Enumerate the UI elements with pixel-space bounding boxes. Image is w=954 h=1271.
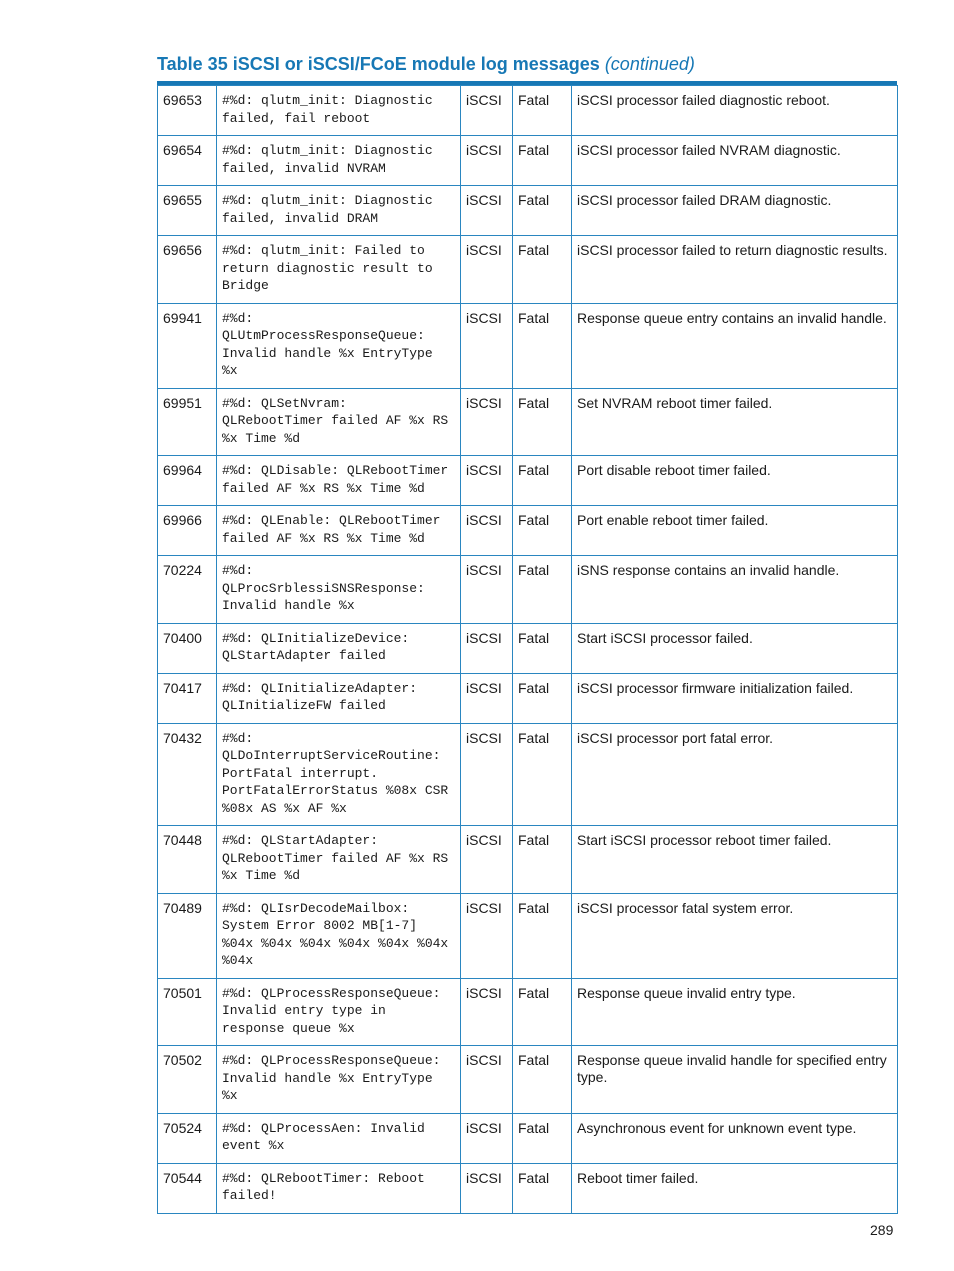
cell-message-type: Fatal: [513, 623, 572, 673]
cell-module: iSCSI: [461, 673, 513, 723]
cell-message-id: 70501: [158, 978, 217, 1046]
cell-message-type: Fatal: [513, 1113, 572, 1163]
cell-log-message: #%d: QLEnable: QLRebootTimer failed AF %x RS %x Time %d: [217, 506, 461, 556]
table-row: [158, 186, 898, 236]
cell-message-id: 69966: [158, 506, 217, 556]
cell-description: Asynchronous event for unknown event type.: [572, 1113, 898, 1163]
cell-message-type: Fatal: [513, 506, 572, 556]
table-row: [158, 623, 898, 673]
cell-log-message: #%d: QLRebootTimer: Reboot failed!: [217, 1163, 461, 1213]
cell-description: Start iSCSI processor failed.: [572, 623, 898, 673]
cell-message-id: 69941: [158, 303, 217, 388]
table-row: [158, 1046, 898, 1114]
cell-message-type: Fatal: [513, 136, 572, 186]
cell-log-message: #%d: qlutm_init: Diagnostic failed, invalid NVRAM: [217, 136, 461, 186]
cell-description: iSCSI processor failed NVRAM diagnostic.: [572, 136, 898, 186]
cell-module: iSCSI: [461, 186, 513, 236]
cell-description: iSNS response contains an invalid handle.: [572, 556, 898, 624]
cell-message-type: Fatal: [513, 978, 572, 1046]
cell-module: iSCSI: [461, 826, 513, 894]
cell-module: iSCSI: [461, 506, 513, 556]
cell-log-message: #%d: QLProcessResponseQueue: Invalid handle %x EntryType %x: [217, 1046, 461, 1114]
cell-log-message: #%d: QLProcessResponseQueue: Invalid entry type in response queue %x: [217, 978, 461, 1046]
cell-message-type: Fatal: [513, 723, 572, 826]
cell-message-type: Fatal: [513, 1163, 572, 1213]
cell-message-type: Fatal: [513, 388, 572, 456]
page-number: 289: [870, 1222, 894, 1238]
cell-description: iSCSI processor failed DRAM diagnostic.: [572, 186, 898, 236]
table-row: [158, 86, 898, 136]
table-row: [158, 893, 898, 978]
cell-description: iSCSI processor fatal system error.: [572, 893, 898, 978]
cell-message-type: Fatal: [513, 186, 572, 236]
table-row: [158, 303, 898, 388]
cell-description: Start iSCSI processor reboot timer failed.: [572, 826, 898, 894]
cell-module: iSCSI: [461, 1046, 513, 1114]
cell-log-message: #%d: QLInitializeAdapter: QLInitializeFW failed: [217, 673, 461, 723]
cell-log-message: #%d: QLUtmProcessResponseQueue: Invalid handle %x EntryType %x: [217, 303, 461, 388]
cell-log-message: #%d: QLDoInterruptServiceRoutine: PortFatal interrupt. PortFatalErrorStatus %08x CSR %08x AS %x AF %x: [217, 723, 461, 826]
cell-message-type: Fatal: [513, 303, 572, 388]
cell-message-id: 70544: [158, 1163, 217, 1213]
cell-description: Port disable reboot timer failed.: [572, 456, 898, 506]
cell-description: Response queue invalid entry type.: [572, 978, 898, 1046]
cell-module: iSCSI: [461, 723, 513, 826]
cell-module: iSCSI: [461, 1113, 513, 1163]
cell-log-message: #%d: QLProcSrblessiSNSResponse: Invalid handle %x: [217, 556, 461, 624]
cell-log-message: #%d: QLIsrDecodeMailbox: System Error 8002 MB[1-7] %04x %04x %04x %04x %04x %04x %04x: [217, 893, 461, 978]
table-row: [158, 236, 898, 304]
log-messages-table: [157, 85, 898, 1214]
cell-message-id: 70417: [158, 673, 217, 723]
cell-log-message: #%d: QLSetNvram: QLRebootTimer failed AF %x RS %x Time %d: [217, 388, 461, 456]
cell-description: iSCSI processor firmware initialization failed.: [572, 673, 898, 723]
table-row: [158, 826, 898, 894]
table-continued-label: (continued): [604, 54, 695, 74]
table-row: [158, 978, 898, 1046]
cell-message-type: Fatal: [513, 556, 572, 624]
table-row: [158, 556, 898, 624]
cell-log-message: #%d: QLStartAdapter: QLRebootTimer failed AF %x RS %x Time %d: [217, 826, 461, 894]
cell-log-message: #%d: qlutm_init: Diagnostic failed, invalid DRAM: [217, 186, 461, 236]
cell-message-type: Fatal: [513, 456, 572, 506]
cell-message-id: 69654: [158, 136, 217, 186]
cell-description: Port enable reboot timer failed.: [572, 506, 898, 556]
cell-message-type: Fatal: [513, 826, 572, 894]
cell-module: iSCSI: [461, 236, 513, 304]
table-row: [158, 136, 898, 186]
table-row: [158, 388, 898, 456]
cell-message-type: Fatal: [513, 893, 572, 978]
cell-message-type: Fatal: [513, 236, 572, 304]
cell-log-message: #%d: QLInitializeDevice: QLStartAdapter failed: [217, 623, 461, 673]
cell-description: iSCSI processor port fatal error.: [572, 723, 898, 826]
cell-message-id: 70400: [158, 623, 217, 673]
table-row: [158, 506, 898, 556]
cell-message-id: 70489: [158, 893, 217, 978]
cell-message-id: 70224: [158, 556, 217, 624]
cell-module: iSCSI: [461, 623, 513, 673]
cell-description: iSCSI processor failed diagnostic reboot.: [572, 86, 898, 136]
cell-message-type: Fatal: [513, 1046, 572, 1114]
cell-module: iSCSI: [461, 978, 513, 1046]
cell-message-id: 70448: [158, 826, 217, 894]
cell-description: Set NVRAM reboot timer failed.: [572, 388, 898, 456]
cell-module: iSCSI: [461, 893, 513, 978]
cell-module: iSCSI: [461, 1163, 513, 1213]
cell-log-message: #%d: QLDisable: QLRebootTimer failed AF %x RS %x Time %d: [217, 456, 461, 506]
table-row: [158, 673, 898, 723]
cell-description: Reboot timer failed.: [572, 1163, 898, 1213]
cell-message-id: 69655: [158, 186, 217, 236]
cell-message-id: 69656: [158, 236, 217, 304]
cell-log-message: #%d: qlutm_init: Diagnostic failed, fail reboot: [217, 86, 461, 136]
cell-module: iSCSI: [461, 86, 513, 136]
cell-message-type: Fatal: [513, 673, 572, 723]
table-body: [158, 86, 898, 1214]
cell-module: iSCSI: [461, 136, 513, 186]
cell-log-message: #%d: qlutm_init: Failed to return diagnostic result to Bridge: [217, 236, 461, 304]
cell-description: Response queue entry contains an invalid handle.: [572, 303, 898, 388]
cell-module: iSCSI: [461, 388, 513, 456]
table-row: [158, 1163, 898, 1213]
cell-module: iSCSI: [461, 303, 513, 388]
cell-message-id: 69951: [158, 388, 217, 456]
table-title: [157, 54, 695, 75]
table-row: [158, 456, 898, 506]
cell-log-message: #%d: QLProcessAen: Invalid event %x: [217, 1113, 461, 1163]
table-row: [158, 723, 898, 826]
cell-message-id: 70432: [158, 723, 217, 826]
cell-description: iSCSI processor failed to return diagnostic results.: [572, 236, 898, 304]
cell-message-id: 70524: [158, 1113, 217, 1163]
cell-message-type: Fatal: [513, 86, 572, 136]
cell-message-id: 70502: [158, 1046, 217, 1114]
cell-message-id: 69964: [158, 456, 217, 506]
cell-module: iSCSI: [461, 556, 513, 624]
table-row: [158, 1113, 898, 1163]
cell-message-id: 69653: [158, 86, 217, 136]
cell-description: Response queue invalid handle for specified entry type.: [572, 1046, 898, 1114]
table-title-text: Table 35 iSCSI or iSCSI/FCoE module log messages: [157, 54, 600, 74]
cell-module: iSCSI: [461, 456, 513, 506]
